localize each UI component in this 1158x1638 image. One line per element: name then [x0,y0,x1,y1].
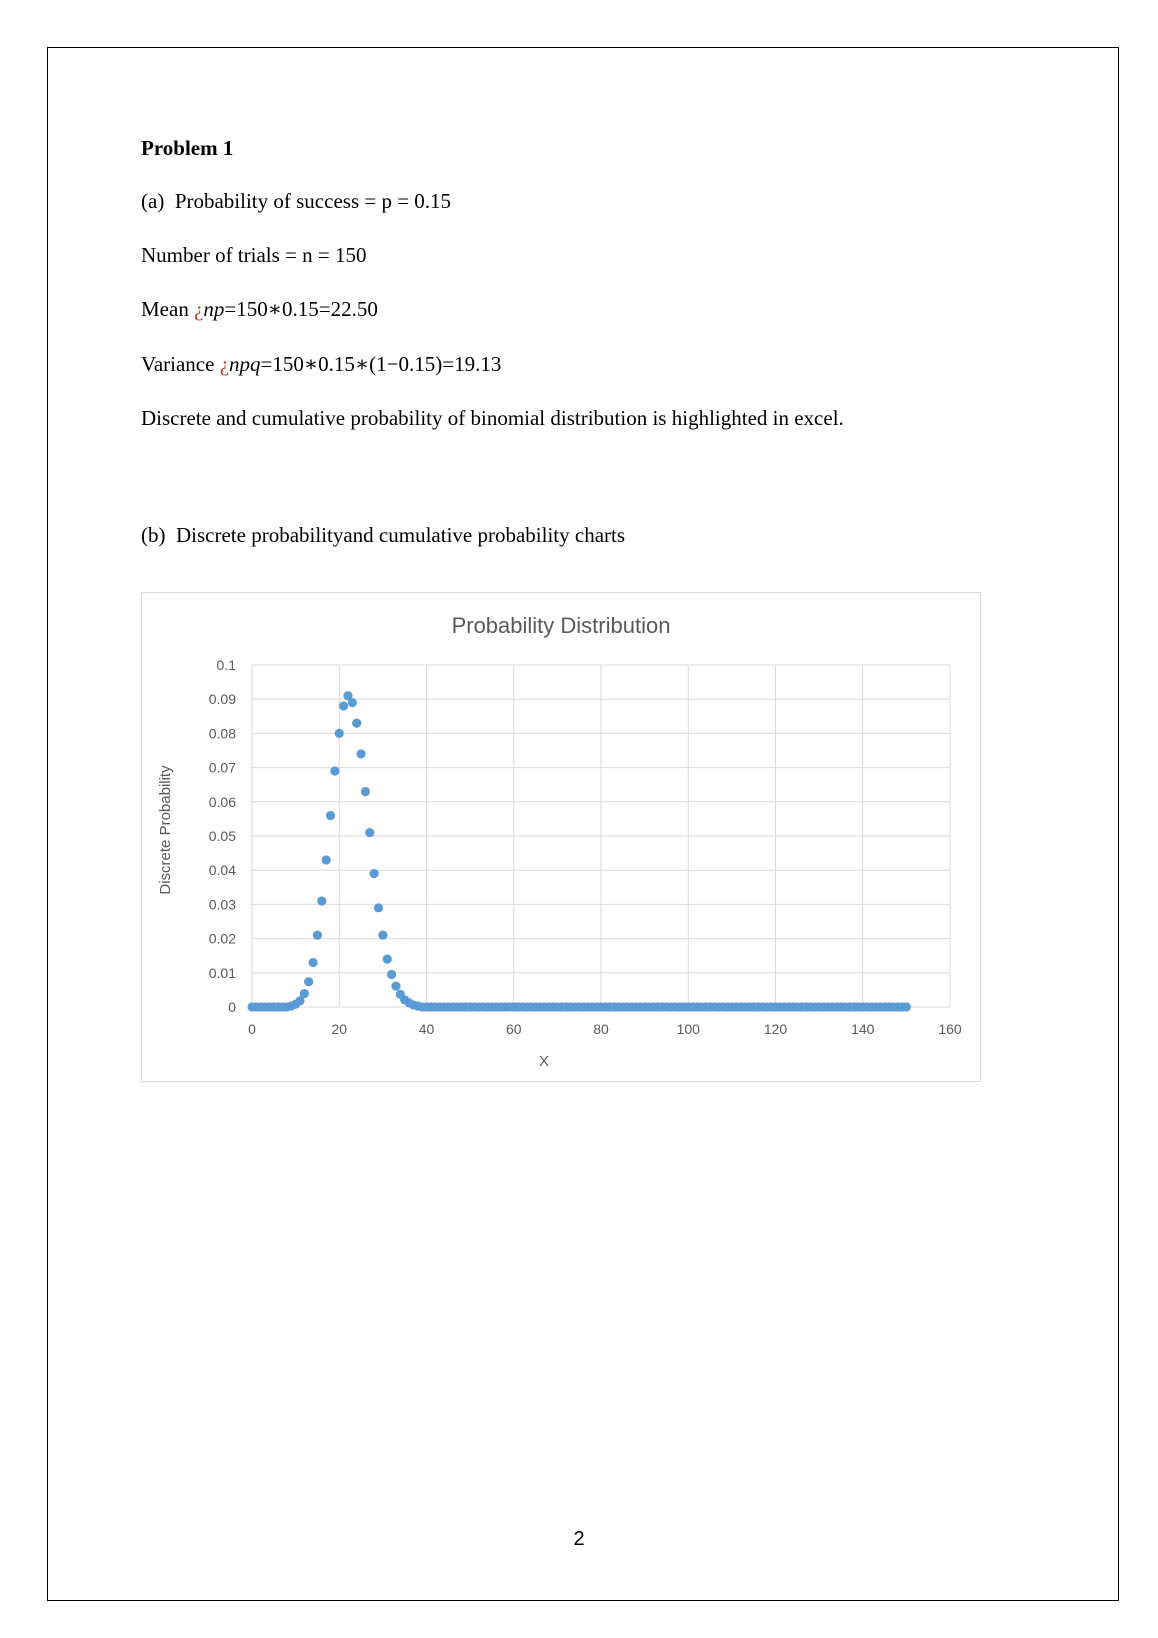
part-b-text: Discrete probabilityand cumulative probability charts [176,523,626,547]
mean-label: Mean [141,297,195,321]
mean-expr: =150∗0.15=22.50 [224,297,378,321]
x-tick-label: 60 [505,1021,522,1037]
chart-svg [142,593,980,1081]
data-point [391,982,400,991]
x-tick-label: 80 [593,1021,609,1037]
y-tick-label: 0.03 [208,896,236,913]
data-point [902,1002,911,1011]
variance-symbol: ¿ [219,352,230,376]
variance-expr: =150∗0.15∗(1−0.15)=19.13 [260,352,502,376]
chart-points [247,691,911,1011]
data-point [335,729,344,738]
x-tick-label: 160 [938,1021,962,1037]
y-tick-label: 0.1 [216,657,236,673]
mean-var: np [203,297,225,321]
variance-label: Variance [141,352,220,376]
variance-line [141,351,501,377]
x-tick-label: 120 [763,1021,788,1037]
data-point [317,896,326,905]
summary-line: Discrete and cumulative probability of binomial distribution is highlighted in excel. [141,406,844,430]
chart-grid [252,665,950,1007]
part-a-text: Probability of success = p = 0.15 [174,189,452,213]
data-point [387,970,396,979]
y-tick-label: 0.06 [208,793,236,810]
data-point [365,828,374,837]
page-number: 2 [573,1528,585,1550]
data-point [322,855,331,864]
data-point [356,749,365,758]
y-tick-label: 0.07 [208,759,236,776]
y-axis-label: Discrete Probability [157,765,174,895]
part-a-marker: (a) [141,189,165,213]
y-tick-label: 0.09 [208,691,236,708]
part-b-line [141,522,625,548]
data-point [326,811,335,820]
x-axis-label: X [538,1053,550,1070]
mean-line [141,296,378,322]
trials-line: Number of trials = n = 150 [141,243,367,267]
part-b-marker: (b) [141,523,166,547]
x-tick-label: 140 [851,1021,875,1037]
chart-title: Probability Distribution [451,613,671,638]
data-point [348,698,357,707]
x-tick-label: 40 [418,1021,435,1037]
y-tick-label: 0.02 [208,930,236,947]
data-point [330,766,339,775]
data-point [361,787,370,796]
data-point [374,903,383,912]
y-tick-label: 0.01 [208,964,236,981]
x-tick-label: 100 [676,1021,700,1037]
data-point [352,719,361,728]
data-point [300,989,309,998]
data-point [370,869,379,878]
data-point [304,977,313,986]
data-point [308,958,317,967]
y-tick-label: 0 [228,999,236,1015]
data-point [339,701,348,710]
part-a-line [141,188,451,214]
y-tick-label: 0.08 [208,725,236,742]
probability-chart [141,592,981,1082]
x-tick-label: 0 [248,1021,256,1037]
y-tick-label: 0.04 [208,862,236,879]
x-tick-label: 20 [331,1021,348,1037]
y-tick-label: 0.05 [208,828,236,844]
data-point [383,955,392,964]
data-point [313,931,322,940]
chart-ticks [209,657,962,1037]
variance-var: npq [229,352,261,376]
problem-heading: Problem 1 [141,136,234,160]
mean-symbol: ¿ [194,297,204,321]
data-point [378,931,387,940]
